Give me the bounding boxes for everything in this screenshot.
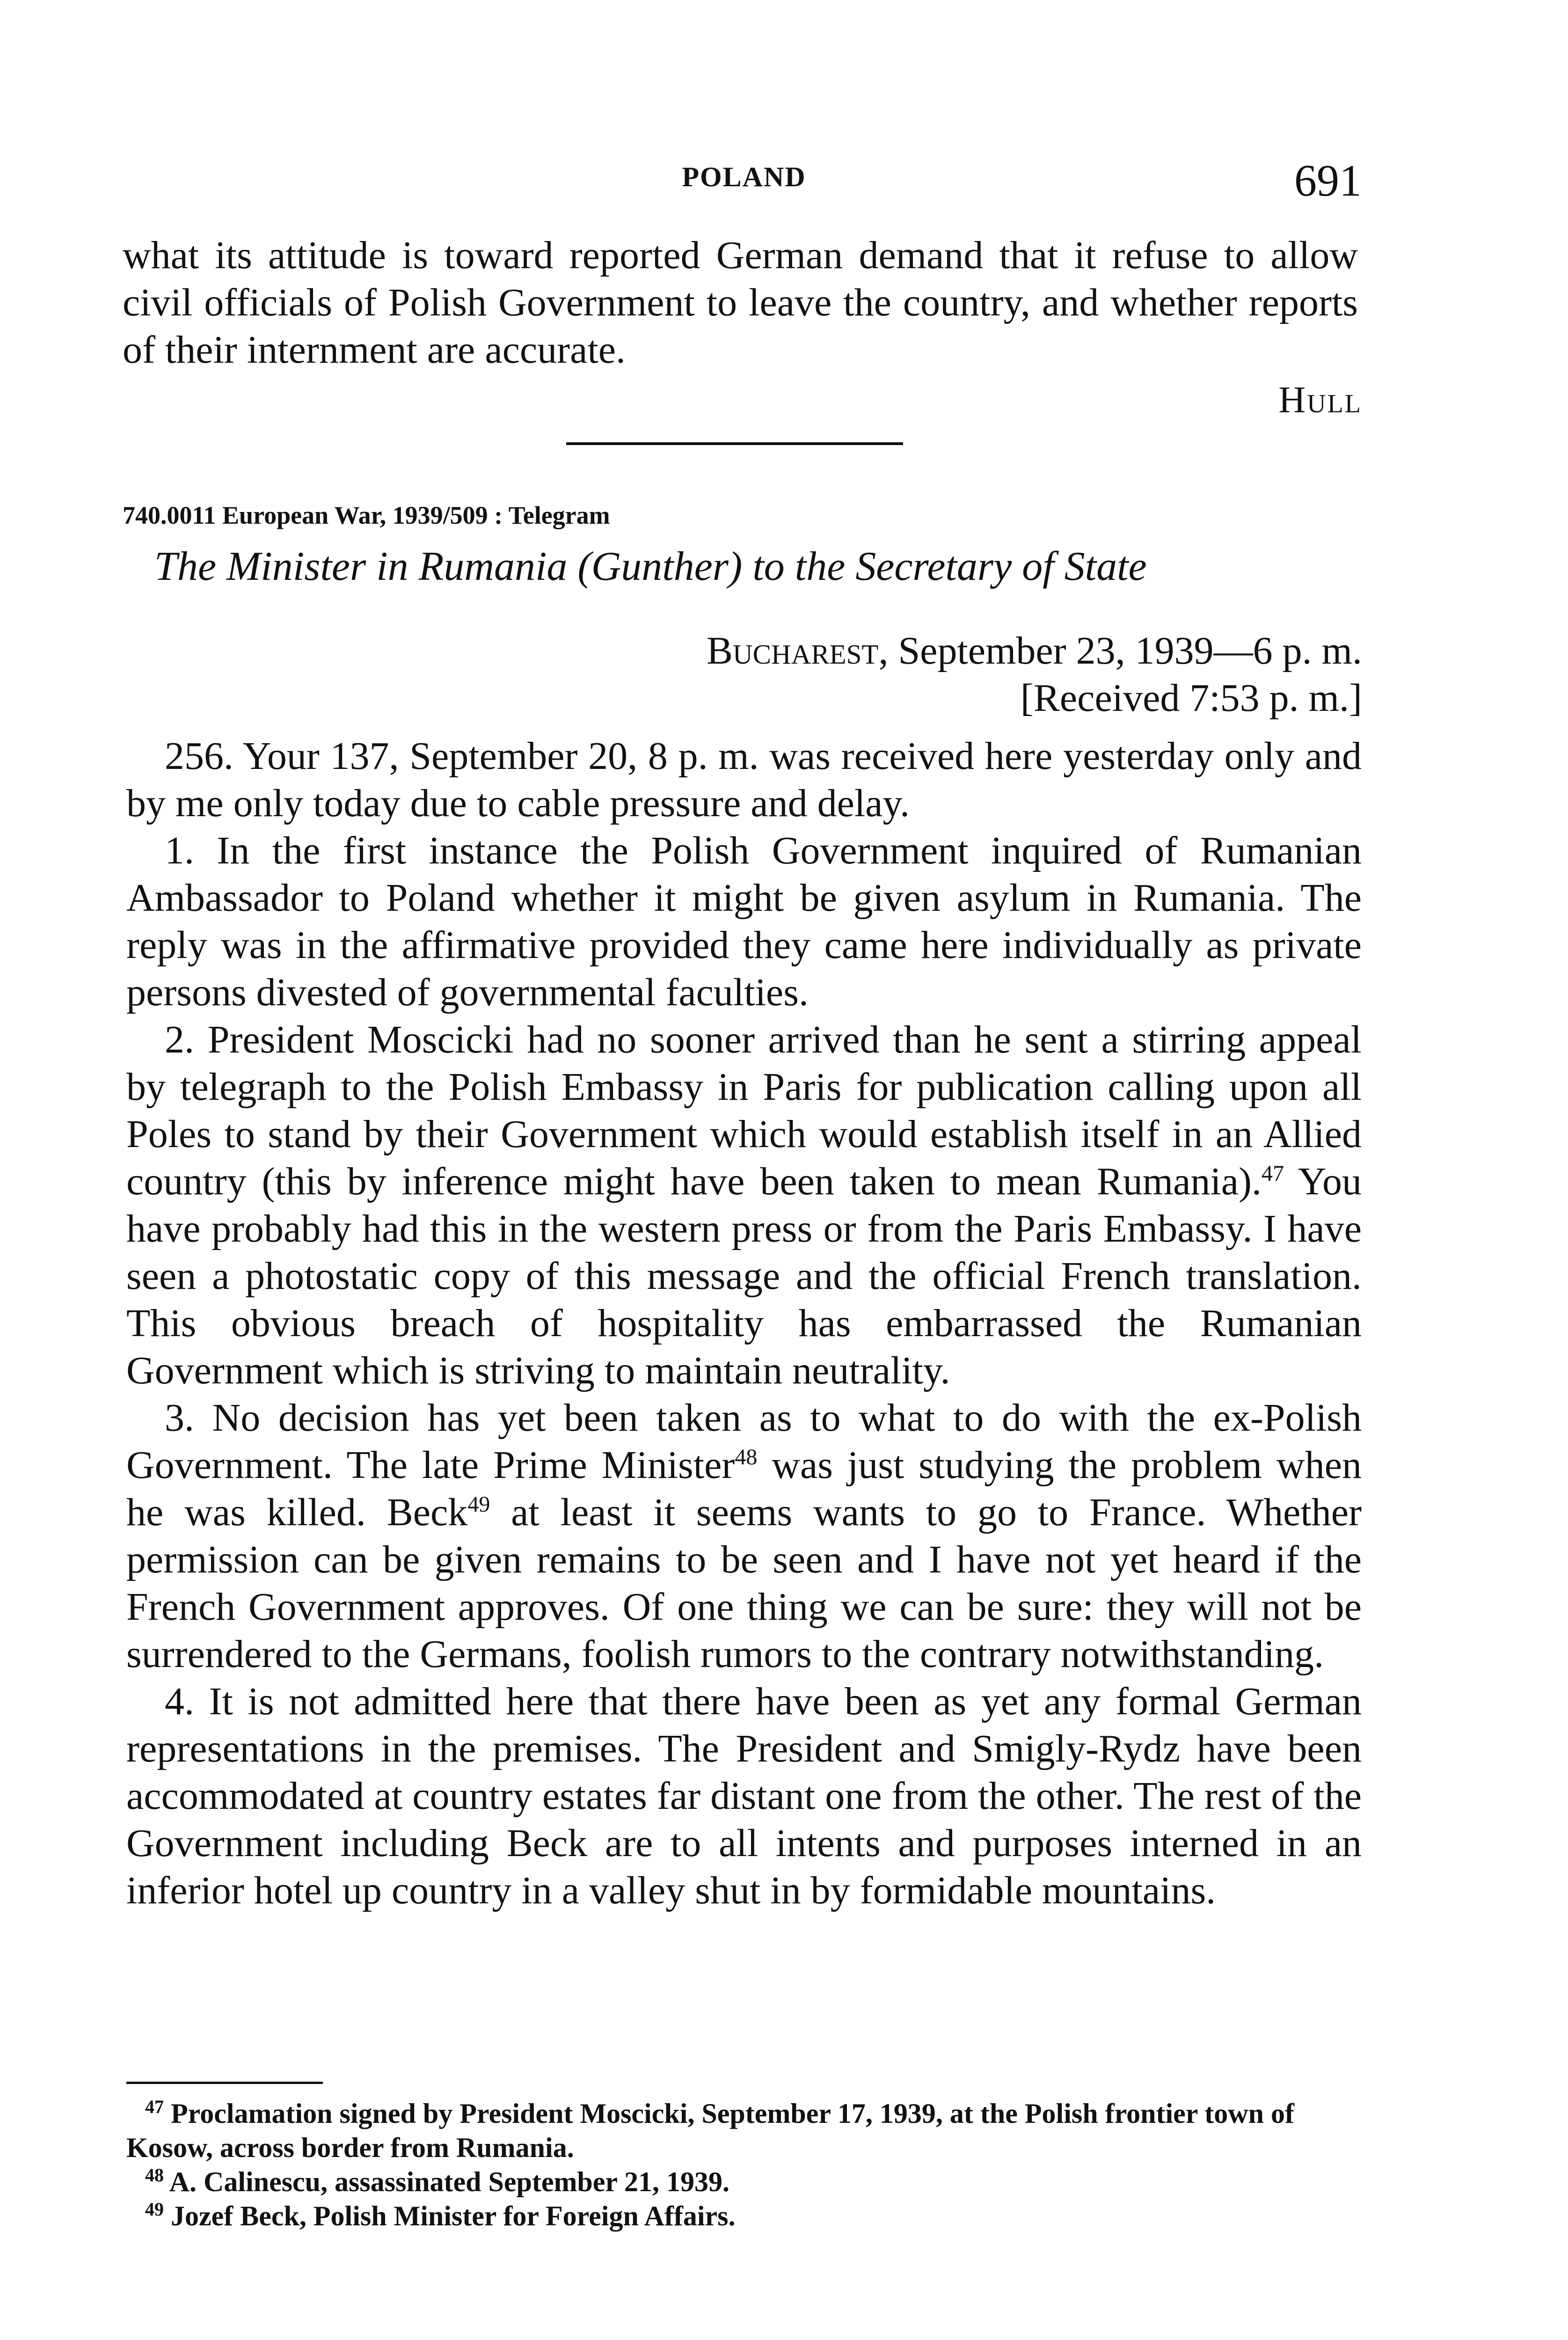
footnote-divider	[126, 2082, 323, 2084]
paragraph-256: 256. Your 137, September 20, 8 p. m. was received here yesterday only and by me only today due to cable pressure and delay.	[126, 734, 1362, 825]
paragraph-3-part2: was just studying the problem when he was killed. Beck	[126, 1443, 1362, 1534]
footnote-mark: 47	[145, 2096, 164, 2117]
footnote-49	[126, 2199, 1362, 2233]
paragraph-3	[126, 1394, 1362, 1678]
dateline-date: , September 23, 1939—6 p. m.	[878, 629, 1362, 673]
dateline-place: Bucharest	[706, 629, 879, 673]
paragraph-1: 1. In the first instance the Polish Government inquired of Rumanian Ambassador to Poland whether it might be given asylum in Rumania. The reply was in the affirmative provided they came here individually as private persons divested of governmental faculties.	[126, 829, 1362, 1014]
footnote-mark: 48	[145, 2164, 164, 2186]
footnote-text: A. Calinescu, assassinated September 21, 1939.	[169, 2166, 729, 2197]
paragraph-2	[126, 1016, 1362, 1394]
footnote-ref-48: 48	[735, 1445, 758, 1470]
footnote-47	[126, 2097, 1362, 2165]
page-header	[126, 154, 1362, 206]
dateline	[707, 627, 1362, 722]
footnote-48	[126, 2165, 1362, 2199]
received-line: [Received 7:53 p. m.]	[1020, 676, 1362, 720]
opening-paragraph	[123, 232, 1358, 373]
footnotes	[126, 2097, 1362, 2233]
paragraph-3-part1: 3. No decision has yet been taken as to what to do with the ex-Polish Government. The late Prime Minister	[126, 1396, 1362, 1487]
paragraph-2-before: 2. President Moscicki had no sooner arrived than he sent a stirring appeal by telegraph to the Polish Embassy in Paris for publication calling upon all Poles to stand by their Government which would establish itself in an Allied country (this by inference might have been taken to mean Rumania).	[126, 1018, 1362, 1203]
file-reference: 740.0011 European War, 1939/509 : Telegram	[123, 501, 610, 529]
section-divider	[566, 442, 903, 445]
telegram-body	[126, 732, 1362, 1914]
paragraph-2-after: You have probably had this in the western press or from the Paris Embassy. I have seen a photostatic copy of this message and the official French translation. This obvious breach of hospitality has embarrassed the Rumanian Government which is striving to maintain neutrality.	[126, 1160, 1362, 1392]
footnote-ref-47: 47	[1261, 1161, 1284, 1186]
footnote-ref-49: 49	[467, 1492, 490, 1517]
footnote-text: Proclamation signed by President Moscicki, September 17, 1939, at the Polish frontier town of Kosow, across border from Rumania.	[126, 2098, 1294, 2163]
footnote-mark: 49	[145, 2199, 164, 2220]
document-title: The Minister in Rumania (Gunther) to the Secretary of State	[154, 544, 1147, 589]
running-head: POLAND	[682, 161, 806, 192]
opening-text: what its attitude is toward reported German demand that it refuse to allow civil officials of Polish Government to leave the country, and whether reports of their internment are accurate.	[123, 234, 1358, 372]
signature: Hull	[1278, 380, 1362, 421]
page-number: 691	[1294, 155, 1362, 205]
paragraph-3-part3: at least it seems wants to go to France. Whether permission can be given remains to be seen and I have not yet heard if the French Government approves. Of one thing we can be sure: they will not be surrendered to the Germans, foolish rumors to the contrary notwithstanding.	[126, 1491, 1362, 1676]
paragraph-4: 4. It is not admitted here that there have been as yet any formal German representations in the premises. The President and Smigly-Rydz have been accommodated at country estates far distant one from the other. The rest of the Government including Beck are to all intents and purposes interned in an inferior hotel up country in a valley shut in by formidable mountains.	[126, 1680, 1362, 1912]
footnote-text: Jozef Beck, Polish Minister for Foreign Affairs.	[171, 2201, 736, 2231]
dateline-line	[707, 627, 1362, 674]
